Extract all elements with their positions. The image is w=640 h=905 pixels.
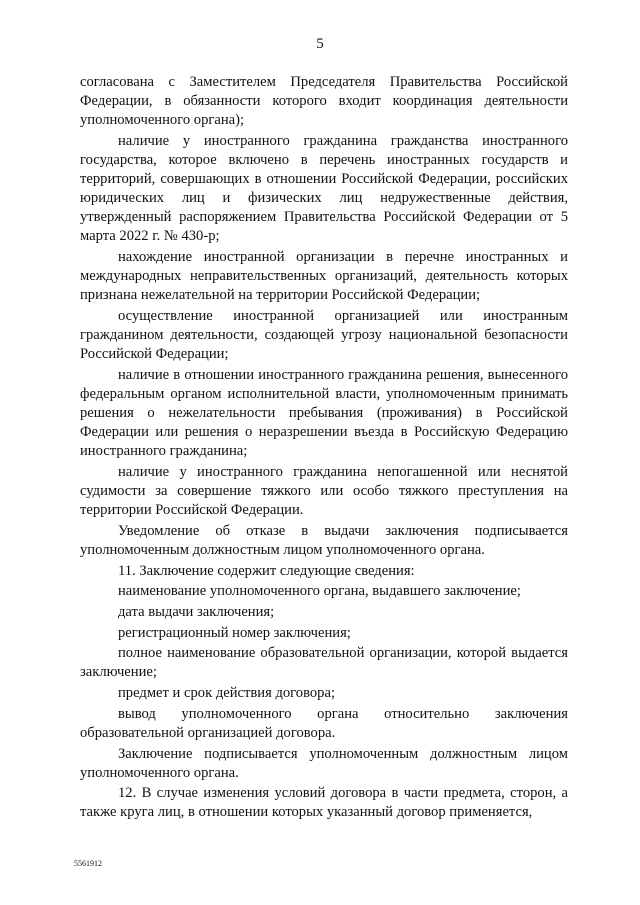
paragraph: Заключение подписывается уполномоченным должностным лицом уполномоченного органа. <box>80 745 568 781</box>
paragraph: вывод уполномоченного органа относительно заключения образовательной организацией договора. <box>80 705 568 741</box>
paragraph: 11. Заключение содержит следующие сведения: <box>118 562 415 579</box>
document-body <box>80 73 568 822</box>
paragraph: Уведомление об отказе в выдачи заключения подписывается уполномоченным должностным лицом уполномоченного органа. <box>80 522 568 558</box>
page-number: 5 <box>316 36 324 52</box>
paragraph: дата выдачи заключения; <box>118 603 275 620</box>
paragraph: регистрационный номер заключения; <box>118 624 351 641</box>
paragraph: наличие у иностранного гражданина гражданства иностранного государства, которое включено в перечень иностранных государств и территорий, совершающих в отношении Российской Федерации, российских юридических лиц и физических лиц недружественные действия, утвержденный распоряжением Правительства Российской Федерации от 5 марта 2022 г. № 430-р; <box>80 132 568 245</box>
paragraph: полное наименование образовательной организации, которой выдается заключение; <box>80 645 568 681</box>
document-code: 5561912 <box>74 859 102 868</box>
paragraph: наличие у иностранного гражданина непогашенной или неснятой судимости за совершение тяжкого или особо тяжкого преступления на территории Российской Федерации. <box>80 463 568 519</box>
paragraph: предмет и срок действия договора; <box>118 685 336 702</box>
paragraph: согласована с Заместителем Председателя Правительства Российской Федерации, в обязанности которого входит координация деятельности уполномоченного органа); <box>80 74 568 129</box>
paragraph: нахождение иностранной организации в перечне иностранных и международных неправительственных организаций, деятельность которых признана нежелательной на территории Российской Федерации; <box>80 249 568 304</box>
paragraph: 12. В случае изменения условий договора в части предмета, сторон, а также круга лиц, в отношении которых указанный договор применяется, <box>80 785 568 821</box>
paragraph: наименование уполномоченного органа, выдавшего заключение; <box>118 583 521 600</box>
paragraph: наличие в отношении иностранного гражданина решения, вынесенного федеральным органом исполнительной власти, уполномоченным принимать решения о нежелательности пребывания (проживания) в Российской Федерации или решения о неразрешении въезда в Российскую Федерацию иностранного гражданина; <box>80 366 568 460</box>
paragraph: осуществление иностранной организацией или иностранным гражданином деятельности, создающей угрозу национальной безопасности Российской Федерации; <box>80 307 568 363</box>
